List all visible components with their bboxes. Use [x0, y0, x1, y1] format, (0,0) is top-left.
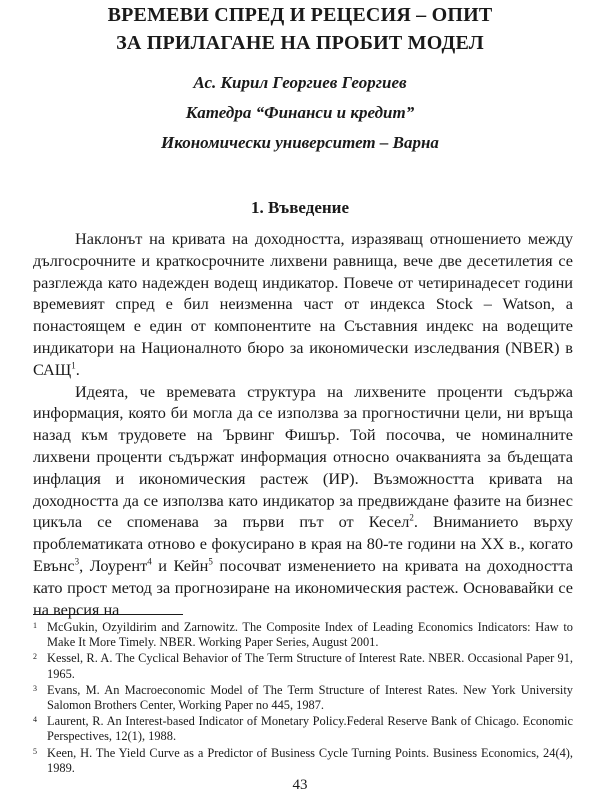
footnote-ref-4: 4 — [147, 556, 152, 567]
paragraph-1 — [33, 228, 573, 381]
footnote-text: Kessel, R. A. The Cyclical Behavior of The Term Structure of Interest Rate. NBER. Occasional Paper 91, 1965. — [47, 651, 573, 681]
author-name: Ас. Кирил Георгиев Георгиев — [193, 73, 407, 92]
page-number: 43 — [292, 777, 308, 793]
footnote-number: 3 — [33, 683, 37, 693]
footnotes — [33, 620, 573, 777]
footnote-ref-2: 2 — [409, 512, 414, 523]
section-heading: 1. Въведение — [250, 198, 350, 217]
paragraph-2 — [33, 381, 573, 621]
footnote-text: Evans, M. An Macroeconomic Model of The Term Structure of Interest Rates. New York University Salomon Brothers Center, Working Paper no 445, 1987. — [47, 682, 573, 713]
footnote — [33, 714, 573, 744]
paragraph-2-text-d: и Кейн — [151, 555, 209, 575]
footnote-ref-3: 3 — [74, 556, 80, 567]
footnote-text: McGukin, Ozyildirim and Zarnowitz. The Composite Index of Leading Economics Indicators: Haw to Make It More Timely. NBER. Working Paper Series, August 2001. — [47, 620, 573, 650]
footnote — [33, 620, 573, 650]
footnote-number: 1 — [33, 621, 37, 630]
footnote-number: 4 — [33, 715, 37, 725]
footnote-divider — [33, 614, 183, 615]
footnote-ref-1: 1 — [71, 360, 76, 371]
paragraph-1-end: . — [75, 359, 80, 379]
footnote — [33, 683, 573, 713]
footnote-number: 5 — [33, 746, 37, 756]
author-university: Икономически университет – Варна — [161, 133, 439, 152]
footnote-ref-5: 5 — [208, 556, 213, 567]
footnote-text: Laurent, R. An Interest-based Indicator of Monetary Policy.Federal Reserve Bank of Chicago. Economic Perspectives, 12(1), 1988. — [47, 714, 573, 744]
footnote-number: 2 — [33, 652, 37, 662]
body-text — [33, 228, 573, 620]
paragraph-1-text: Наклонът на кривата на доходността, изразяващ отношението между дългосрочните и краткосрочните лихвени равнища, вече две десетилетия се разглежда като надежден водещ индикатор. Повече от четиринадесет години времевият спред е бил неизменна част от индекса Stock – Watson, а понастоящем е един от компонентите на Съставния индекс на водещите индикатори на Националното бюро за икономически изследвания (NBER) в САЩ — [33, 229, 573, 379]
footnote-text: Keen, H. The Yield Curve as a Predictor of Business Cycle Turning Points. Business Economics, 24(4), 1989. — [47, 745, 573, 775]
paragraph-2-text-a: Идеята, че времевата структура на лихвените проценти съдържа информация, която би могла да се използва за прогностични цели, ни връща назад към трудовете на Ървинг Фишър. Той посочва, че номиналните лихвени проценти съдържат информация относно очакванията за бъдещата инфлация и икономическия растеж (ИР). Възможността кривата на доходността да се използва като индикатор за предвиждане фазите на бизнес цикъла се споменава за първи път от Кесел — [33, 381, 573, 532]
paragraph-2-text-c: , Лоурент — [79, 555, 148, 575]
paper-title-line-1: ВРЕМЕВИ СПРЕД И РЕЦЕСИЯ – ОПИТ — [107, 4, 493, 26]
paragraph-2-text-b: . Вниманието върху проблематиката отново е фокусирано в края на 80-те години на XX в., когато Евънс — [33, 512, 573, 575]
footnote — [33, 651, 573, 681]
paragraph-2-text-e: посочват изменението на кривата на доходността като прост метод за прогнозиране на икономическия растеж. Основавайки се на версия на — [33, 555, 573, 619]
paper-title-line-2: ЗА ПРИЛАГАНЕ НА ПРОБИТ МОДЕЛ — [116, 32, 484, 54]
footnote — [33, 746, 573, 776]
author-department: Катедра “Финанси и кредит” — [185, 103, 415, 122]
